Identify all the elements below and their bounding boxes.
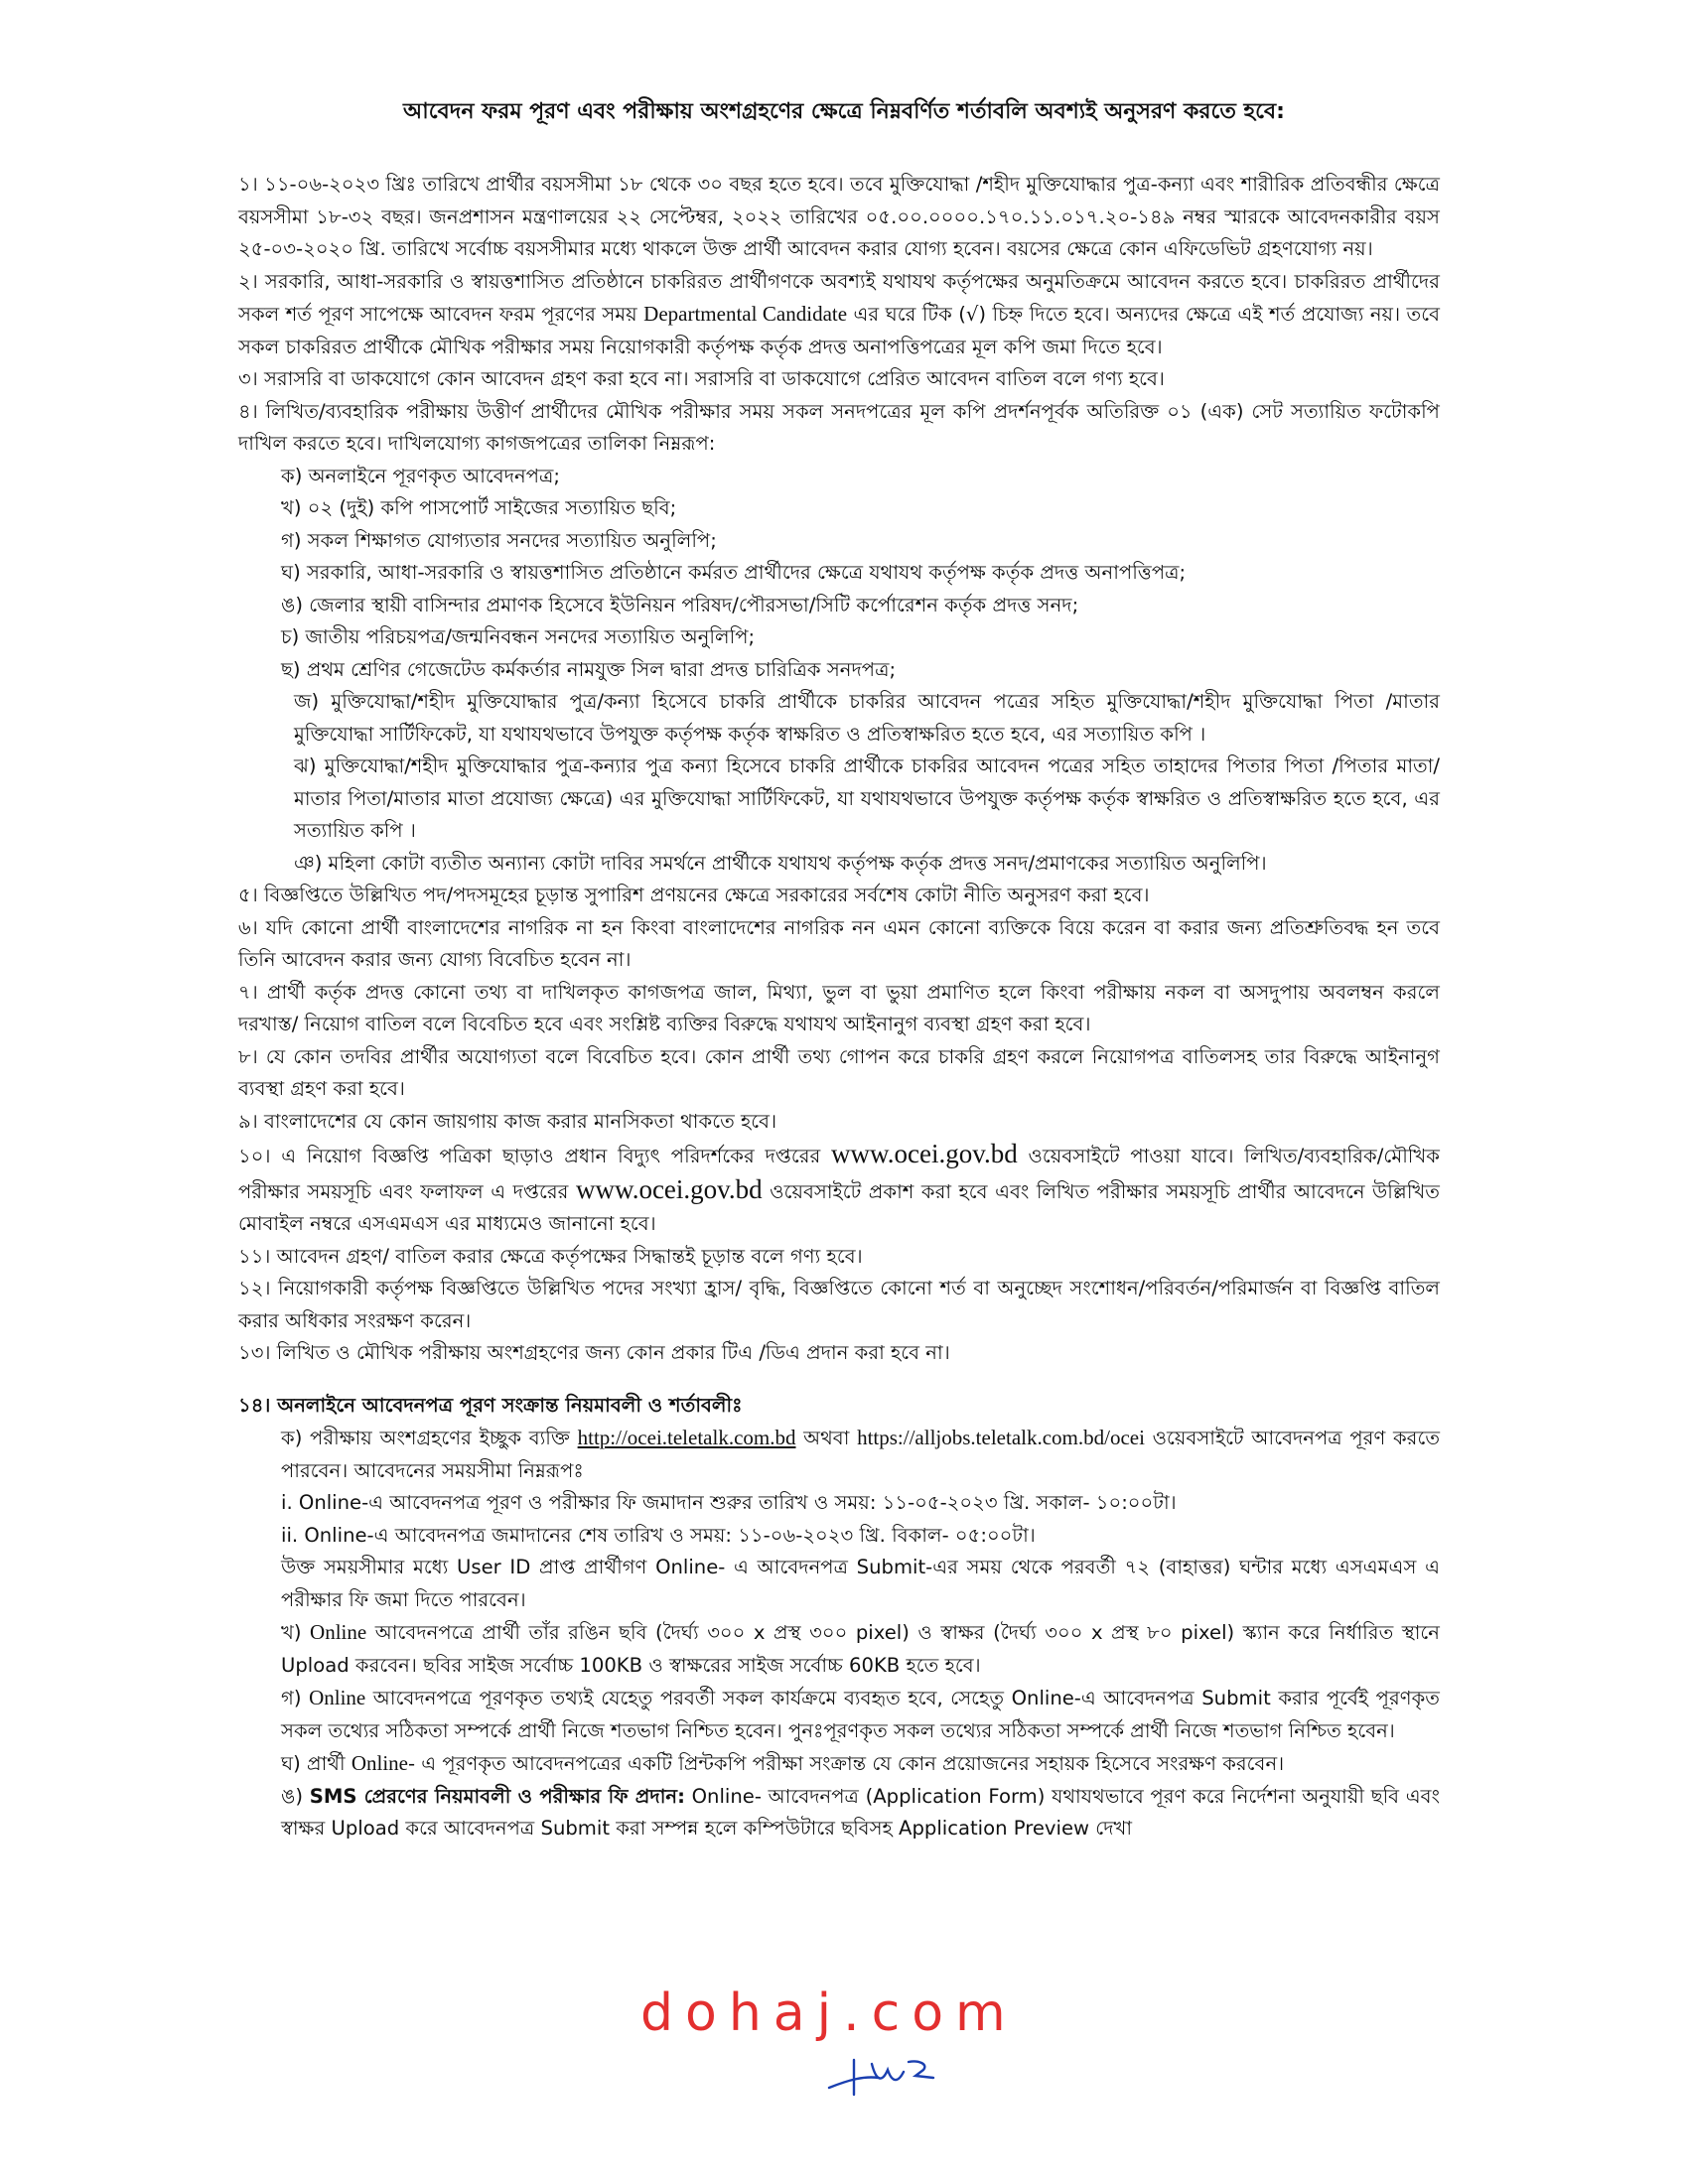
condition-14-e xyxy=(238,1781,1440,1845)
document-item: ছ) প্রথম শ্রেণির গেজেটেড কর্মকর্তার নামযুক্ত সিল দ্বারা প্রদত্ত চারিত্রিক সনদপত্র; xyxy=(281,657,897,681)
teletalk-link[interactable]: http://ocei.teletalk.com.bd xyxy=(577,1426,796,1449)
condition-14-title: ১৪। অনলাইনে আবেদনপত্র পূরণ সংক্রান্ত নিয়মাবলী ও শর্তাবলীঃ xyxy=(238,1393,743,1417)
condition-9: ৯। বাংলাদেশের যে কোন জায়গায় কাজ করার মানসিকতা থাকতে হবে। xyxy=(238,1109,777,1133)
website-link[interactable]: www.ocei.gov.bd xyxy=(831,1139,1018,1168)
c14c-text-2: আবেদনপত্রে পূরণকৃত তথ্যই যেহেতু পরবর্তী সকল কার্যক্রমে ব্যবহৃত হবে, সেহেতু Online-এ আবেদনপত্র Submit করার পূর্বেই পূরণকৃত সকল তথ্যের সঠিকতা সম্পর্কে প্রার্থী নিজে শতভাগ নিশ্চিত হবেন। পুনঃপূরণকৃত সকল তথ্যের সঠিকতা সম্পর্কে প্রার্থী নিজে শতভাগ নিশ্চিত হবেন। xyxy=(281,1687,1440,1742)
document-item: খ) ০২ (দুই) কপি পাসপোর্ট সাইজের সত্যায়িত ছবি; xyxy=(281,496,677,519)
conditions-body xyxy=(238,169,1440,1845)
c14a-text-3: ওয়েবসাইটে আবেদনপত্র পূরণ করতে পারবেন। আবেদনের সময়সীমা নিম্নরূপঃ xyxy=(281,1427,1441,1482)
section-gap xyxy=(238,1370,1440,1390)
c14d-text-1: ঘ) প্রার্থী xyxy=(281,1752,352,1775)
condition-10-text-b: ওয়েবসাইটে পাওয়া যাবে। লিখিত/ব্যবহারিক/মৌখিক পরীক্ষার সময়সূচি এবং ফলাফল এ দপ্তরের xyxy=(238,1145,1440,1203)
condition-13: ১৩। লিখিত ও মৌখিক পরীক্ষায় অংশগ্রহণের জন্য কোন প্রকার টিএ /ডিএ প্রদান করা হবে না। xyxy=(238,1341,950,1364)
c14c-text-1: গ) xyxy=(281,1687,310,1709)
watermark-text: dohaj.com xyxy=(640,1983,1018,2043)
condition-2 xyxy=(238,266,1440,364)
alljobs-link[interactable]: https://alljobs.teletalk.com.bd/ocei xyxy=(857,1426,1145,1449)
condition-2-departmental: Departmental Candidate xyxy=(643,302,848,326)
condition-14-a-ii: ii. Online-এ আবেদনপত্র জমাদানের শেষ তারিখ ও সময়: ১১-০৬-২০২৩ খ্রি. বিকাল- ০৫:০০টা। xyxy=(281,1523,1036,1547)
condition-2-text-c: এর ঘরে টিক (√) চিহ্ন দিতে হবে। অন্যদের ক্ষেত্রে এই শর্ত প্রযোজ্য নয়। তবে সকল চাকরিরত প্রার্থীকে মৌখিক পরীক্ষার সময় নিয়োগকারী কর্তৃপক্ষ কর্তৃক প্রদত্ত অনাপত্তিপত্রের মূল কপি জমা দিতে হবে। xyxy=(238,303,1441,358)
c14a-text-1: ক) পরীক্ষায় অংশগ্রহণের ইচ্ছুক ব্যক্তি xyxy=(281,1427,578,1449)
condition-14-c xyxy=(238,1682,1440,1747)
document-item: ক) অনলাইনে পূরণকৃত আবেদনপত্র; xyxy=(281,464,560,487)
condition-1: ১। ১১-০৬-২০২৩ খ্রিঃ তারিখে প্রার্থীর বয়সসীমা ১৮ থেকে ৩০ বছর হতে হবে। তবে মুক্তিযোদ্ধা /শহীদ মুক্তিযোদ্ধার পুত্র-কন্যা এবং শারীরিক প্রতিবন্ধীর ক্ষেত্রে বয়সসীমা ১৮-৩২ বছর। জনপ্রশাসন মন্ত্রণালয়ের ২২ সেপ্টেম্বর, ২০২২ তারিখের ০৫.০০.০০০০.১৭০.১১.০১৭.২০-১৪৯ নম্বর স্মারকে আবেদনকারীর বয়স ২৫-০৩-২০২০ খ্রি. তারিখে সর্বোচ্চ বয়সসীমার মধ্যে থাকলে উক্ত প্রার্থী আবেদন করার যোগ্য হবেন। বয়সের ক্ষেত্রে কোন এফিডেভিট গ্রহণযোগ্য নয়। xyxy=(238,173,1440,260)
signature-icon xyxy=(824,2050,943,2100)
condition-12: ১২। নিয়োগকারী কর্তৃপক্ষ বিজ্ঞপ্তিতে উল্লিখিত পদের সংখ্যা হ্রাস/ বৃদ্ধি, বিজ্ঞপ্তিতে কোনো শর্ত বা অনুচ্ছেদ সংশোধন/পরিবর্তন/পরিমার্জন বা বিজ্ঞপ্তি বাতিল করার অধিকার সংরক্ষণ করেন। xyxy=(238,1277,1441,1332)
document-item: গ) সকল শিক্ষাগত যোগ্যতার সনদের সত্যায়িত অনুলিপি; xyxy=(281,528,717,552)
website-link[interactable]: www.ocei.gov.bd xyxy=(575,1173,763,1204)
c14c-online: Online xyxy=(309,1686,366,1709)
condition-14-a xyxy=(238,1422,1440,1487)
condition-14-b xyxy=(238,1616,1440,1682)
c14d-text-2: - এ পূরণকৃত আবেদনপত্রের একটি প্রিন্টকপি পরীক্ষা সংক্রান্ত যে কোন প্রয়োজনের সহায়ক হিসেবে সংরক্ষণ করবেন। xyxy=(407,1752,1285,1775)
c14e-bold: SMS প্রেরণের নিয়মাবলী ও পরীক্ষার ফি প্রদান: xyxy=(309,1784,685,1808)
c14d-online: Online xyxy=(351,1751,408,1775)
document-item: ঝ) মুক্তিযোদ্ধা/শহীদ মুক্তিযোদ্ধার পুত্র-কন্যার পুত্র কন্যা হিসেবে চাকরি প্রার্থীকে চাকরির আবেদন পত্রের সহিত তাহাদের পিতার পিতা /পিতার মাতা/মাতার পিতা/মাতার মাতা প্রযোজ্য ক্ষেত্রে) এর মুক্তিযোদ্ধা সার্টিফিকেট, যা যথাযথভাবে উপযুক্ত কর্তৃপক্ষ কর্তৃক স্বাক্ষরিত ও প্রতিস্বাক্ষরিত হতে হবে, এর সত্যায়িত কপি । xyxy=(294,754,1440,842)
condition-8: ৮। যে কোন তদবির প্রার্থীর অযোগ্যতা বলে বিবেচিত হবে। কোন প্রার্থী তথ্য গোপন করে চাকরি গ্রহণ করলে নিয়োগপত্র বাতিলসহ তার বিরুদ্ধে আইনানুগ ব্যবস্থা গ্রহণ করা হবে। xyxy=(238,1044,1440,1100)
c14b-text-1: খ) xyxy=(281,1621,311,1644)
condition-7: ৭। প্রার্থী কর্তৃক প্রদত্ত কোনো তথ্য বা দাখিলকৃত কাগজপত্র জাল, মিথ্যা, ভুল বা ভুয়া প্রমাণিত হলে কিংবা পরীক্ষায় নকল বা অসদুপায় অবলম্বন করলে দরখাস্ত/ নিয়োগ বাতিল বলে বিবেচিত হবে এবং সংশ্লিষ্ট ব্যক্তির বিরুদ্ধে যথাযথ আইনানুগ ব্যবস্থা গ্রহণ করা হবে। xyxy=(238,980,1440,1035)
condition-11: ১১। আবেদন গ্রহণ/ বাতিল করার ক্ষেত্রে কর্তৃপক্ষের সিদ্ধান্তই চূড়ান্ত বলে গণ্য হবে। xyxy=(238,1244,863,1268)
condition-5: ৫। বিজ্ঞপ্তিতে উল্লিখিত পদ/পদসমূহের চূড়ান্ত সুপারিশ প্রণয়নের ক্ষেত্রে সরকারের সর্বশেষ কোটা নীতি অনুসরণ করা হবে। xyxy=(238,884,1150,906)
c14b-text-2: আবেদনপত্রে প্রার্থী তাঁর রঙিন ছবি (দৈর্ঘ্য ৩০০ x প্রস্থ ৩০০ pixel) ও স্বাক্ষর (দৈর্ঘ্য ৩০০ x প্রস্থ ৮০ pixel) স্ক্যান করে নির্ধারিত স্থানে Upload করবেন। ছবির সাইজ সর্বোচ্চ 100KB ও স্বাক্ষরের সাইজ সর্বোচ্চ 60KB হতে হবে। xyxy=(281,1621,1440,1677)
condition-10-text-a: ১০। এ নিয়োগ বিজ্ঞপ্তি পত্রিকা ছাড়াও প্রধান বিদ্যুৎ পরিদর্শকের দপ্তরের xyxy=(238,1145,832,1167)
condition-6: ৬। যদি কোনো প্রার্থী বাংলাদেশের নাগরিক না হন কিংবা বাংলাদেশের নাগরিক নন এমন কোনো ব্যক্তিকে বিয়ে করেন বা করার জন্য প্রতিশ্রুতিবদ্ধ হন তবে তিনি আবেদন করার জন্য যোগ্য বিবেচিত হবেন না। xyxy=(238,915,1440,971)
c14e-text-2: Online- আবেদনপত্র (Application Form) যথাযথভাবে পূরণ করে নির্দেশনা অনুযায়ী ছবি এবং স্বাক্ষর Upload করে আবেদনপত্র Submit করা সম্পন্ন হলে কম্পিউটারে ছবিসহ Application Preview দেখা xyxy=(281,1784,1441,1840)
document-heading: আবেদন ফরম পূরণ এবং পরীক্ষায় অংশগ্রহণের ক্ষেত্রে নিম্নবর্ণিত শর্তাবলি অবশ্যই অনুসরণ করতে হবে: xyxy=(403,99,1285,124)
condition-10-text-c: ওয়েবসাইটে প্রকাশ করা হবে এবং লিখিত পরীক্ষার সময়সূচি প্রার্থীর আবেদনে উল্লিখিত মোবাইল নম্বরে এসএমএস এর মাধ্যমেও জানানো হবে। xyxy=(238,1179,1441,1235)
c14b-online: Online xyxy=(310,1620,367,1644)
document-item: ঞ) মহিলা কোটা ব্যতীত অন্যান্য কোটা দাবির সমর্থনে প্রার্থীকে যথাযথ কর্তৃপক্ষ কর্তৃক প্রদত্ত সনদ/প্রমাণকের সত্যায়িত অনুলিপি। xyxy=(294,851,1267,875)
condition-14-d xyxy=(238,1747,1440,1781)
condition-14-a-i: i. Online-এ আবেদনপত্র পূরণ ও পরীক্ষার ফি জমাদান শুরুর তারিখ ও সময়: ১১-০৫-২০২৩ খ্রি. সকাল- ১০:০০টা। xyxy=(281,1491,1177,1514)
document-item: ঘ) সরকারি, আধা-সরকারি ও স্বায়ত্তশাসিত প্রতিষ্ঠানে কর্মরত প্রার্থীদের ক্ষেত্রে যথাযথ কর্তৃপক্ষ কর্তৃক প্রদত্ত অনাপত্তিপত্র; xyxy=(281,561,1187,584)
condition-4: ৪। লিখিত/ব্যবহারিক পরীক্ষায় উত্তীর্ণ প্রার্থীদের মৌখিক পরীক্ষার সময় সকল সনদপত্রের মূল কপি প্রদর্শনপূর্বক অতিরিক্ত ০১ (এক) সেট সত্যায়িত ফটোকপি দাখিল করতে হবে। দাখিলযোগ্য কাগজপত্রের তালিকা নিম্নরূপ: xyxy=(238,399,1440,455)
document-item: জ) মুক্তিযোদ্ধা/শহীদ মুক্তিযোদ্ধার পুত্র/কন্যা হিসেবে চাকরি প্রার্থীকে চাকরির আবেদন পত্রের সহিত মুক্তিযোদ্ধা/শহীদ মুক্তিযোদ্ধা পিতা /মাতার মুক্তিযোদ্ধা সার্টিফিকেট, যা যথাযথভাবে উপযুক্ত কর্তৃপক্ষ কর্তৃক স্বাক্ষরিত ও প্রতিস্বাক্ষরিত হতে হবে, এর সত্যায়িত কপি । xyxy=(294,690,1440,746)
c14a-text-2: অথবা xyxy=(795,1427,858,1449)
condition-14-a-note: উক্ত সময়সীমার মধ্যে User ID প্রাপ্ত প্রার্থীগণ Online- এ আবেদনপত্র Submit-এর সময় থেকে পরবর্তী ৭২ (বাহাত্তর) ঘন্টার মধ্যে এসএমএস এ পরীক্ষার ফি জমা দিতে পারবেন। xyxy=(281,1556,1440,1611)
c14e-text-1: ঙ) xyxy=(281,1784,310,1808)
condition-10 xyxy=(238,1138,1440,1241)
document-item: চ) জাতীয় পরিচয়পত্র/জন্মনিবন্ধন সনদের সত্যায়িত অনুলিপি; xyxy=(281,625,756,648)
document-item: ঙ) জেলার স্থায়ী বাসিন্দার প্রমাণক হিসেবে ইউনিয়ন পরিষদ/পৌরসভা/সিটি কর্পোরেশন কর্তৃক প্রদত্ত সনদ; xyxy=(281,593,1079,616)
condition-3: ৩। সরাসরি বা ডাকযোগে কোন আবেদন গ্রহণ করা হবে না। সরাসরি বা ডাকযোগে প্রেরিত আবেদন বাতিল বলে গণ্য হবে। xyxy=(238,367,1165,390)
condition-2-text-a: ২। সরকারি, আধা-সরকারি ও স্বায়ত্তশাসিত প্রতিষ্ঠানে চাকরিরত প্রার্থীগণকে অবশ্যই যথাযথ কর্তৃপক্ষের অনুমতিক্রমে আবেদন করতে হবে। চাকরিরত প্রার্থীদের সকল শর্ত পূরণ সাপেক্ষে আবেদন ফরম পূরণের সময় xyxy=(238,269,1440,326)
